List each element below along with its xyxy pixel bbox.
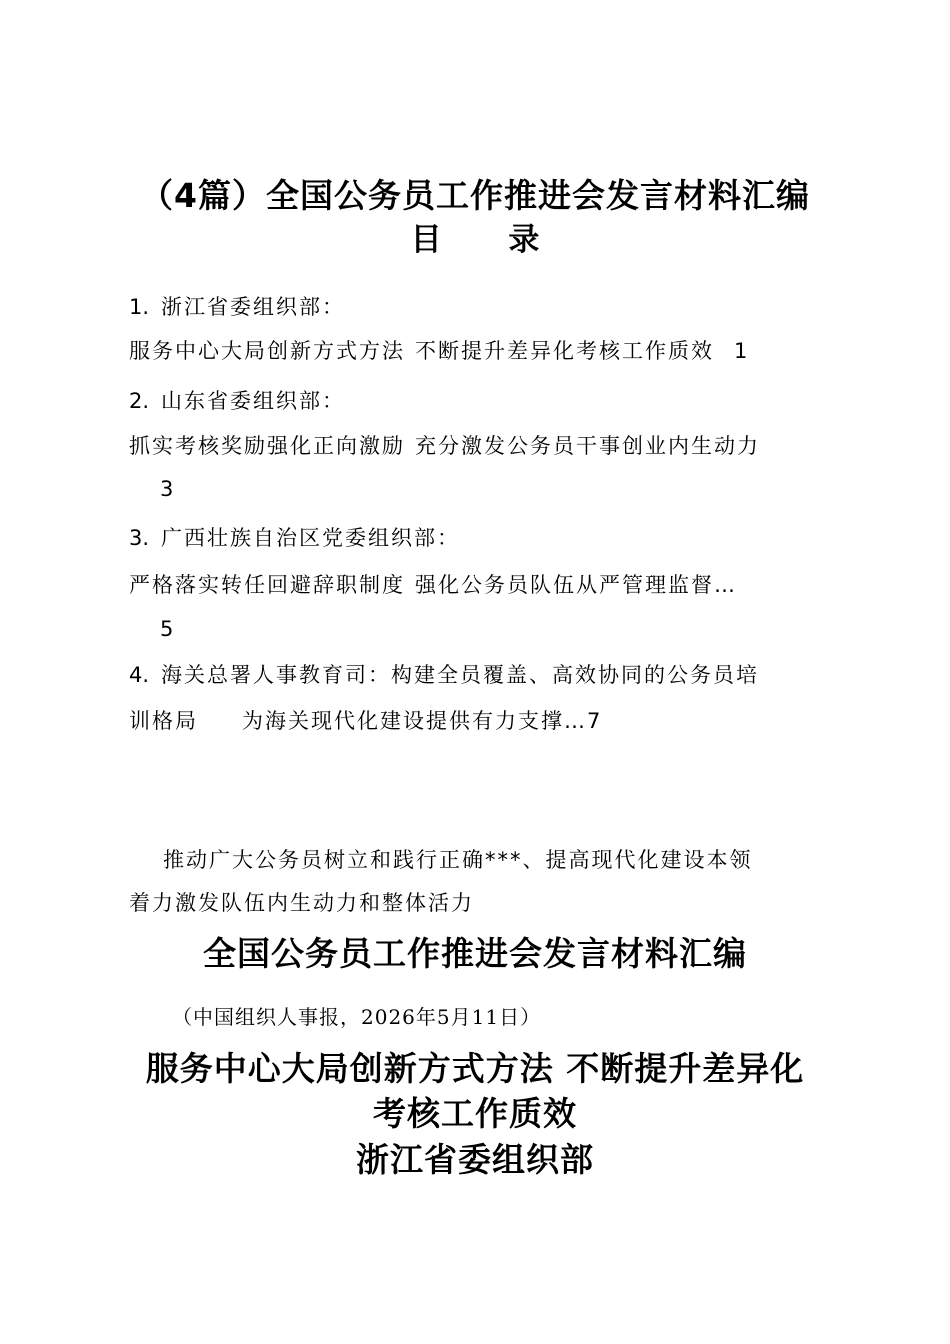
article-title-line-2: 考核工作质效 [373, 1094, 577, 1133]
toc-item-number: 3. [129, 526, 150, 550]
toc-item-source-line: 海关总署人事教育司：构建全员覆盖、高效协同的公务员培 [161, 663, 760, 687]
document-title: （4篇）全国公务员工作推进会发言材料汇编 [140, 176, 810, 215]
source-note: （中国组织人事报，2026年5月11日） [172, 1005, 542, 1029]
toc-item-4-source[interactable] [129, 660, 759, 690]
toc-item-line2-part1: 训格局 [129, 709, 198, 733]
toc-heading: 目 录 [410, 222, 568, 258]
toc-item-title-part1: 抓实考核奖励强化正向激励 [129, 434, 405, 458]
toc-item-title-part2: 强化公务员队伍从严管理监督… [415, 573, 737, 597]
toc-item-source: 浙江省委组织部： [161, 295, 346, 319]
toc-item-page: 3 [160, 477, 174, 501]
toc-item-number: 2. [129, 389, 150, 413]
compilation-title: 全国公务员工作推进会发言材料汇编 [203, 934, 747, 973]
toc-item-page: 5 [160, 617, 174, 641]
toc-item-3-title[interactable] [129, 570, 737, 600]
toc-item-4-title[interactable] [129, 706, 600, 736]
toc-item-title-part2: 不断提升差异化考核工作质效 [415, 339, 714, 363]
article-title-line-1: 服务中心大局创新方式方法 不断提升差异化 [145, 1049, 805, 1088]
toc-item-title-part1: 服务中心大局创新方式方法 [129, 339, 405, 363]
toc-item-2-source[interactable] [129, 386, 345, 416]
toc-item-3-page-line[interactable] [160, 614, 173, 644]
toc-item-page: 7 [587, 709, 601, 733]
toc-item-1-title[interactable] [129, 336, 747, 366]
toc-item-3-source[interactable] [129, 523, 460, 553]
toc-item-title-part1: 严格落实转任回避辞职制度 [129, 573, 405, 597]
intro-line-2: 着力激发队伍内生动力和整体活力 [129, 891, 474, 915]
toc-item-title-part2: 充分激发公务员干事创业内生动力 [415, 434, 760, 458]
toc-item-number: 1. [129, 295, 150, 319]
toc-item-page: 1 [734, 339, 748, 363]
toc-item-2-page-line[interactable] [160, 474, 173, 504]
intro-line-1: 推动广大公务员树立和践行正确***、提高现代化建设本领 [163, 848, 753, 872]
toc-item-source: 山东省委组织部： [161, 389, 346, 413]
toc-item-number: 4. [129, 663, 150, 687]
toc-item-source: 广西壮族自治区党委组织部： [161, 526, 461, 550]
toc-item-line2-part2: 为海关现代化建设提供有力支撑… [242, 709, 587, 733]
toc-item-1-source[interactable] [129, 292, 345, 322]
toc-item-2-title[interactable] [129, 431, 760, 461]
article-author: 浙江省委组织部 [356, 1140, 594, 1179]
